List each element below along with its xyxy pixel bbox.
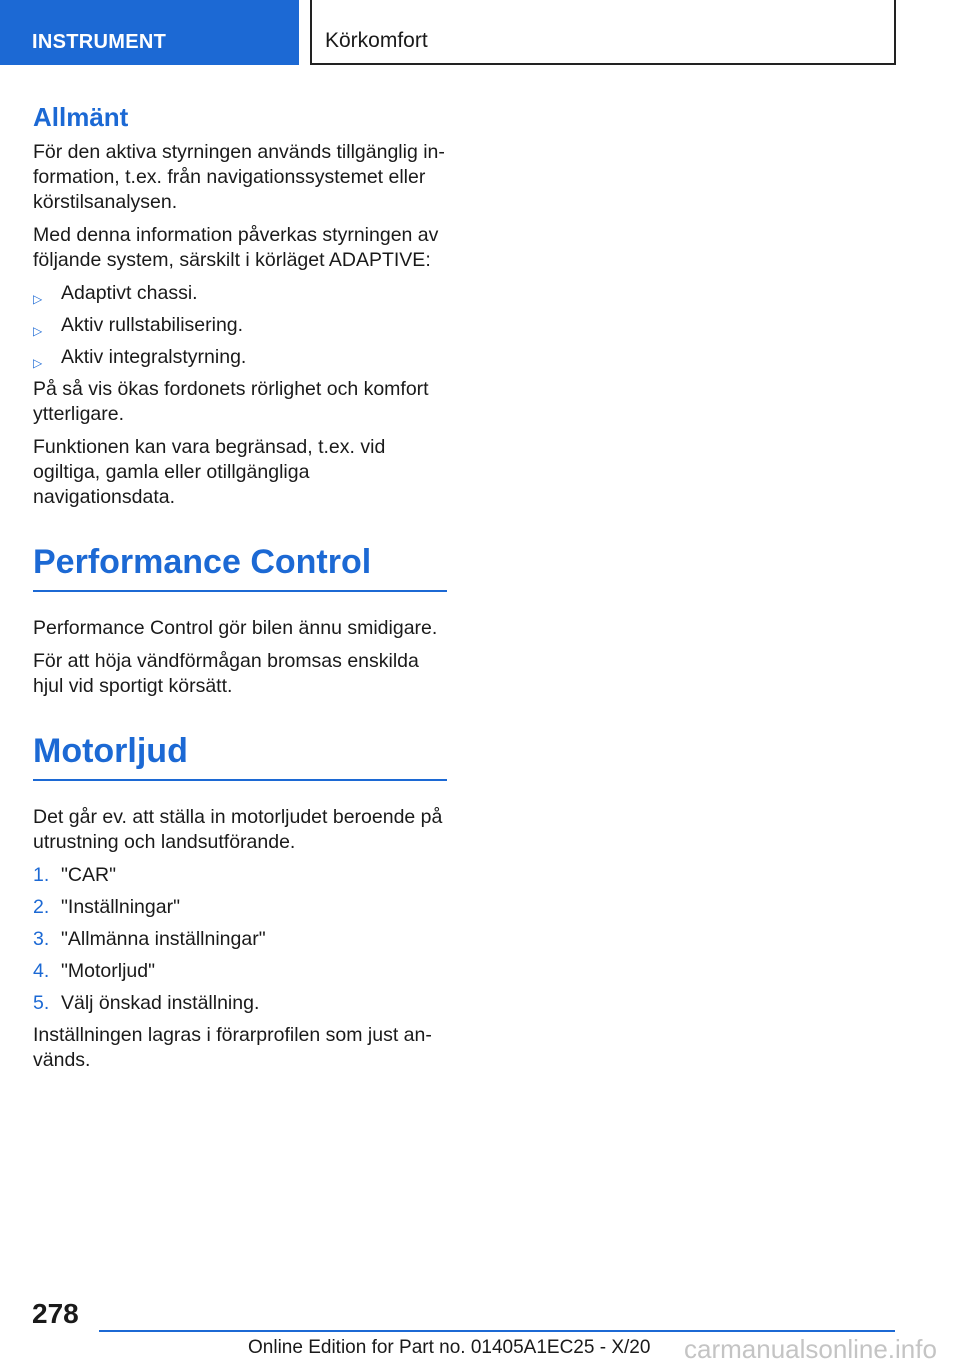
footer-divider bbox=[99, 1330, 895, 1332]
list-item bbox=[33, 281, 447, 306]
motorljud-heading: Motorljud bbox=[33, 731, 447, 781]
paragraph: På så vis ökas fordonets rörlighet och komfort ytterligare. bbox=[33, 378, 429, 425]
steps-list bbox=[33, 863, 447, 1016]
list-item bbox=[33, 313, 447, 338]
step-text: Välj önskad inställning. bbox=[61, 992, 260, 1014]
performance-control-heading: Performance Control bbox=[33, 542, 447, 592]
edition-text: Online Edition for Part no. 01405A1EC25 - X/20 bbox=[248, 1337, 651, 1358]
step-text: "Allmänna inställningar" bbox=[61, 928, 266, 950]
triangle-right-icon: ▷ bbox=[33, 292, 43, 306]
step-item bbox=[33, 927, 447, 952]
list-item-text: Adaptivt chassi. bbox=[61, 282, 198, 304]
section-label: INSTRUMENT bbox=[32, 31, 167, 53]
step-text: "Motorljud" bbox=[61, 960, 156, 982]
watermark: carmanualsonline.info bbox=[684, 1334, 937, 1364]
paragraph: Performance Control gör bilen ännu smidigare. bbox=[33, 617, 438, 639]
content-column bbox=[33, 100, 447, 1081]
step-number: 4. bbox=[33, 960, 50, 982]
step-item bbox=[33, 991, 447, 1016]
paragraph: Med denna information påverkas styrningen av följande system, särskilt i körläget ADAPTIVE: bbox=[33, 224, 439, 271]
allmant-heading: Allmänt bbox=[33, 102, 129, 132]
section-tab bbox=[0, 0, 299, 65]
step-number: 3. bbox=[33, 928, 50, 950]
feature-list bbox=[33, 281, 447, 370]
triangle-right-icon: ▷ bbox=[33, 356, 43, 370]
paragraph: För den aktiva styrningen används tillgänglig information, t.ex. från navigationssystemet eller körstilsanalysen. bbox=[33, 141, 445, 213]
list-item-text: Aktiv integralstyrning. bbox=[61, 346, 247, 368]
step-text: "CAR" bbox=[61, 864, 117, 886]
step-item bbox=[33, 959, 447, 984]
paragraph: Det går ev. att ställa in motorljudet beroende på utrustning och landsutförande. bbox=[33, 806, 443, 853]
chapter-tab bbox=[310, 0, 896, 65]
step-number: 5. bbox=[33, 992, 50, 1014]
chapter-label: Körkomfort bbox=[325, 29, 428, 52]
step-number: 2. bbox=[33, 896, 50, 918]
step-item bbox=[33, 895, 447, 920]
step-number: 1. bbox=[33, 864, 50, 886]
paragraph: Inställningen lagras i förarprofilen som just används. bbox=[33, 1024, 432, 1071]
list-item-text: Aktiv rullstabilisering. bbox=[61, 314, 244, 336]
triangle-right-icon: ▷ bbox=[33, 324, 43, 338]
list-item bbox=[33, 345, 447, 370]
step-text: "Inställningar" bbox=[61, 896, 180, 918]
paragraph: Funktionen kan vara begränsad, t.ex. vid ogiltiga, gamla eller otillgängliga navigationsdata. bbox=[33, 436, 386, 508]
page-number: 278 bbox=[32, 1298, 79, 1329]
paragraph: För att höja vändförmågan bromsas enskilda hjul vid sportigt körsätt. bbox=[33, 650, 419, 697]
step-item bbox=[33, 863, 447, 888]
